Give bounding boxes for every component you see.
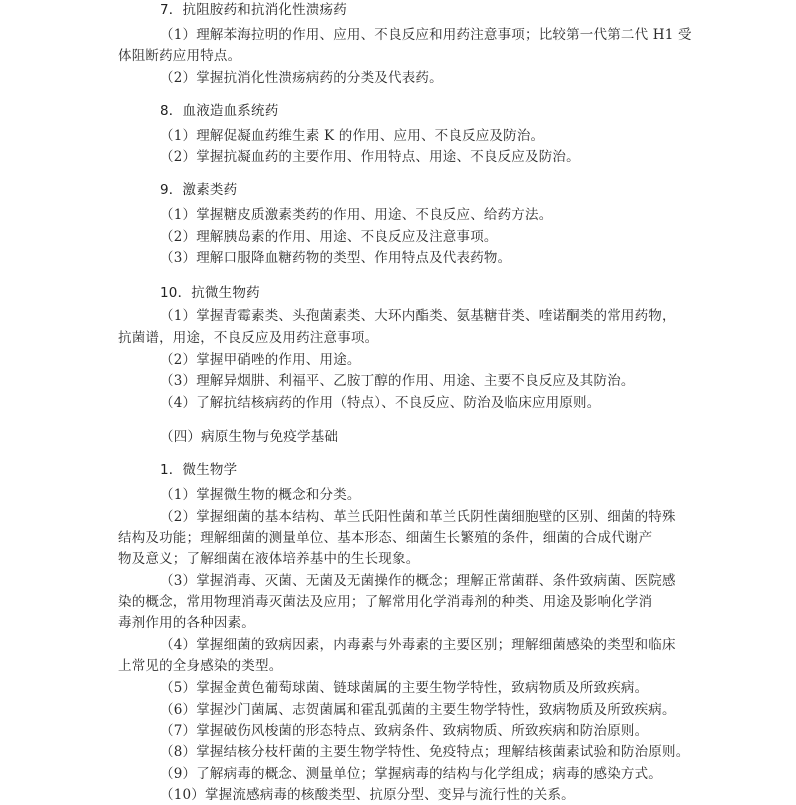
section-9-line-1: （1）掌握糖皮质激素类药的作用、用途、不良反应、给药方法。	[160, 207, 553, 223]
section-10-line-4: （3）理解异烟肼、利福平、乙胺丁醇的作用、用途、主要不良反应及其防治。	[160, 373, 635, 389]
section-7-line-2: 体阻断药应用特点。	[118, 48, 242, 64]
micro-line-5: （3）掌握消毒、灭菌、无菌及无菌操作的概念；理解正常菌群、条件致病菌、医院感	[160, 573, 676, 589]
micro-line-7: 毒剂作用的各种因素。	[118, 615, 255, 631]
micro-line-8: （4）掌握细菌的致病因素，内毒素与外毒素的主要区别；理解细菌感染的类型和临床	[160, 637, 676, 653]
micro-line-11: （6）掌握沙门菌属、志贺菌属和霍乱弧菌的主要生物学特性，致病物质及所致疾病。	[160, 702, 676, 718]
section-7-line-3: （2）掌握抗消化性溃疡病药的分类及代表药。	[160, 70, 443, 86]
micro-line-13: （8）掌握结核分枝杆菌的主要生物学特性、免疫特点；理解结核菌素试验和防治原则。	[160, 744, 690, 760]
micro-line-2: （2）掌握细菌的基本结构、革兰氏阳性菌和革兰氏阴性菌细胞壁的区别、细菌的特殊	[160, 509, 676, 525]
micro-line-9: 上常见的全身感染的类型。	[118, 658, 283, 674]
section-9-line-2: （2）理解胰岛素的作用、用途、不良反应及注意事项。	[160, 229, 498, 245]
section-8-line-2: （2）掌握抗凝血药的主要作用、作用特点、用途、不良反应及防治。	[160, 149, 580, 165]
section-10-line-5: （4）了解抗结核病药的作用（特点）、不良反应、防治及临床应用原则。	[160, 395, 601, 411]
micro-line-4: 物及意义；了解细菌在液体培养基中的生长现象。	[118, 551, 420, 567]
micro-line-6: 染的概念，常用物理消毒灭菌法及应用；了解常用化学消毒剂的种类、用途及影响化学消	[118, 594, 653, 610]
micro-line-12: （7）掌握破伤风梭菌的形态特点、致病条件、致病物质、所致疾病和防治原则。	[160, 723, 649, 739]
section-9-heading: 9．激素类药	[160, 182, 238, 198]
microbiology-heading: 1．微生物学	[160, 462, 238, 478]
micro-line-14: （9）了解病毒的概念、测量单位；掌握病毒的结构与化学组成；病毒的感染方式。	[160, 766, 662, 782]
section-10-heading: 10．抗微生物药	[160, 285, 260, 301]
section-10-line-3: （2）掌握甲硝唑的作用、用途。	[160, 352, 361, 368]
section-7-heading: 7．抗阻胺药和抗消化性溃疡药	[160, 2, 347, 18]
section-10-line-1: （1）掌握青霉素类、头孢菌素类、大环内酯类、氨基糖苷类、喹诺酮类的常用药物，	[160, 308, 676, 324]
section-8-line-1: （1）理解促凝血药维生素 K 的作用、应用、不良反应及防治。	[160, 128, 545, 144]
part-4-heading: （四）病原生物与免疫学基础	[160, 429, 339, 445]
micro-line-1: （1）掌握微生物的概念和分类。	[160, 487, 361, 503]
section-9-line-3: （3）理解口服降血糖药物的类型、作用特点及代表药物。	[160, 250, 512, 266]
micro-line-15: （10）掌握流感病毒的核酸类型、抗原分型、变异与流行性的关系。	[160, 787, 575, 803]
micro-line-3: 结构及功能；理解细菌的测量单位、基本形态、细菌生长繁殖的条件，细菌的合成代谢产	[118, 530, 653, 546]
section-8-heading: 8．血液造血系统药	[160, 103, 279, 119]
micro-line-10: （5）掌握金黄色葡萄球菌、链球菌属的主要生物学特性，致病物质及所致疾病。	[160, 680, 649, 696]
section-7-line-1: （1）理解苯海拉明的作用、应用、不良反应和用药注意事项；比较第一代第二代 H1 受	[160, 27, 692, 43]
section-10-line-2: 抗菌谱，用途，不良反应及用药注意事项。	[118, 330, 379, 346]
